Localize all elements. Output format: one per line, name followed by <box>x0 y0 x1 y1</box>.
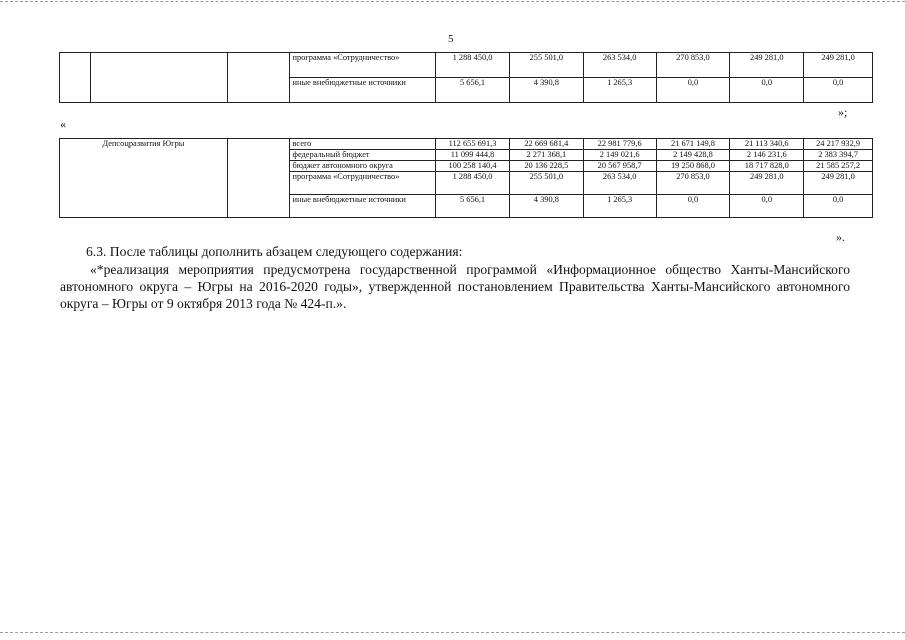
opening-quote: « <box>60 117 66 131</box>
table-cell: 0,0 <box>804 78 873 103</box>
row-label: иные внебюджетные источники <box>289 78 436 103</box>
table-cell: 21 113 340,6 <box>730 139 804 150</box>
row-label: программа «Сотрудничество» <box>289 172 436 195</box>
table-cell: 270 853,0 <box>656 172 730 195</box>
section-heading: 6.3. После таблицы дополнить абзацем следующего содержания: <box>86 244 463 259</box>
table-cell: 249 281,0 <box>804 172 873 195</box>
table-cell: 2 149 428,8 <box>656 150 730 161</box>
amendment-paragraph: «*реализация мероприятия предусмотрена государственной программой «Информационное общество Ханты-Мансийского автономного округа – Югры на 2016-2020 годы», утвержденной постановлением Правительства Ханты-Мансийского автономного округа – Югры от 9 октября 2013 года № 424-п.». <box>60 262 850 311</box>
row-label: иные внебюджетные источники <box>289 195 436 218</box>
table-cell: 11 099 444,8 <box>436 150 510 161</box>
table-cell: 21 585 257,2 <box>804 161 873 172</box>
row-label: федеральный бюджет <box>289 150 436 161</box>
table-cell: 24 217 932,9 <box>804 139 873 150</box>
organization-cell: Депсоцразвития Югры <box>60 139 228 218</box>
table-cell: 112 655 691,3 <box>436 139 510 150</box>
table-cell: 22 669 681,4 <box>509 139 583 150</box>
row-label: программа «Сотрудничество» <box>289 53 436 78</box>
table-cell: 5 656,1 <box>436 195 510 218</box>
table-cell-empty <box>227 139 289 218</box>
table-row <box>60 139 873 150</box>
table-cell: 0,0 <box>730 195 804 218</box>
table-cell: 1 288 450,0 <box>436 53 510 78</box>
table-cell: 0,0 <box>804 195 873 218</box>
table-cell: 2 146 231,6 <box>730 150 804 161</box>
page-number: 5 <box>448 33 454 45</box>
row-label: бюджет автономного округа <box>289 161 436 172</box>
closing-quote: »; <box>838 105 848 119</box>
table-cell: 0,0 <box>656 195 730 218</box>
scan-edge-bottom <box>0 632 905 633</box>
table-cell: 0,0 <box>656 78 730 103</box>
table-cell: 1 265,3 <box>583 78 656 103</box>
table-cell: 1 288 450,0 <box>436 172 510 195</box>
table-cell: 20 567 958,7 <box>583 161 656 172</box>
table-cell: 4 390,8 <box>509 195 583 218</box>
closing-quote: ». <box>836 230 845 244</box>
table-cell: 249 281,0 <box>804 53 873 78</box>
table-cell-empty <box>91 53 228 103</box>
table-cell-empty <box>60 53 91 103</box>
table-cell: 249 281,0 <box>730 172 804 195</box>
table-cell: 263 534,0 <box>583 172 656 195</box>
table-cell: 2 383 394,7 <box>804 150 873 161</box>
table-cell: 255 501,0 <box>509 172 583 195</box>
table-cell: 2 271 368,1 <box>509 150 583 161</box>
table-cell-empty <box>227 53 289 103</box>
table-cell: 18 717 828,0 <box>730 161 804 172</box>
table-cell: 4 390,8 <box>509 78 583 103</box>
table-cell: 255 501,0 <box>509 53 583 78</box>
table-cell: 100 258 140,4 <box>436 161 510 172</box>
table-continuation <box>59 52 873 103</box>
table-cell: 20 136 228,5 <box>509 161 583 172</box>
table-cell: 22 981 779,6 <box>583 139 656 150</box>
table-cell: 2 149 021,6 <box>583 150 656 161</box>
table-cell: 0,0 <box>730 78 804 103</box>
table-row <box>60 53 873 78</box>
table-cell: 21 671 149,8 <box>656 139 730 150</box>
table-cell: 249 281,0 <box>730 53 804 78</box>
table-cell: 5 656,1 <box>436 78 510 103</box>
row-label: всего <box>289 139 436 150</box>
table-cell: 270 853,0 <box>656 53 730 78</box>
table-cell: 1 265,3 <box>583 195 656 218</box>
table-cell: 19 250 868,0 <box>656 161 730 172</box>
table-depsocrazvitiya <box>59 138 873 218</box>
scan-edge-top <box>0 1 905 2</box>
table-cell: 263 534,0 <box>583 53 656 78</box>
